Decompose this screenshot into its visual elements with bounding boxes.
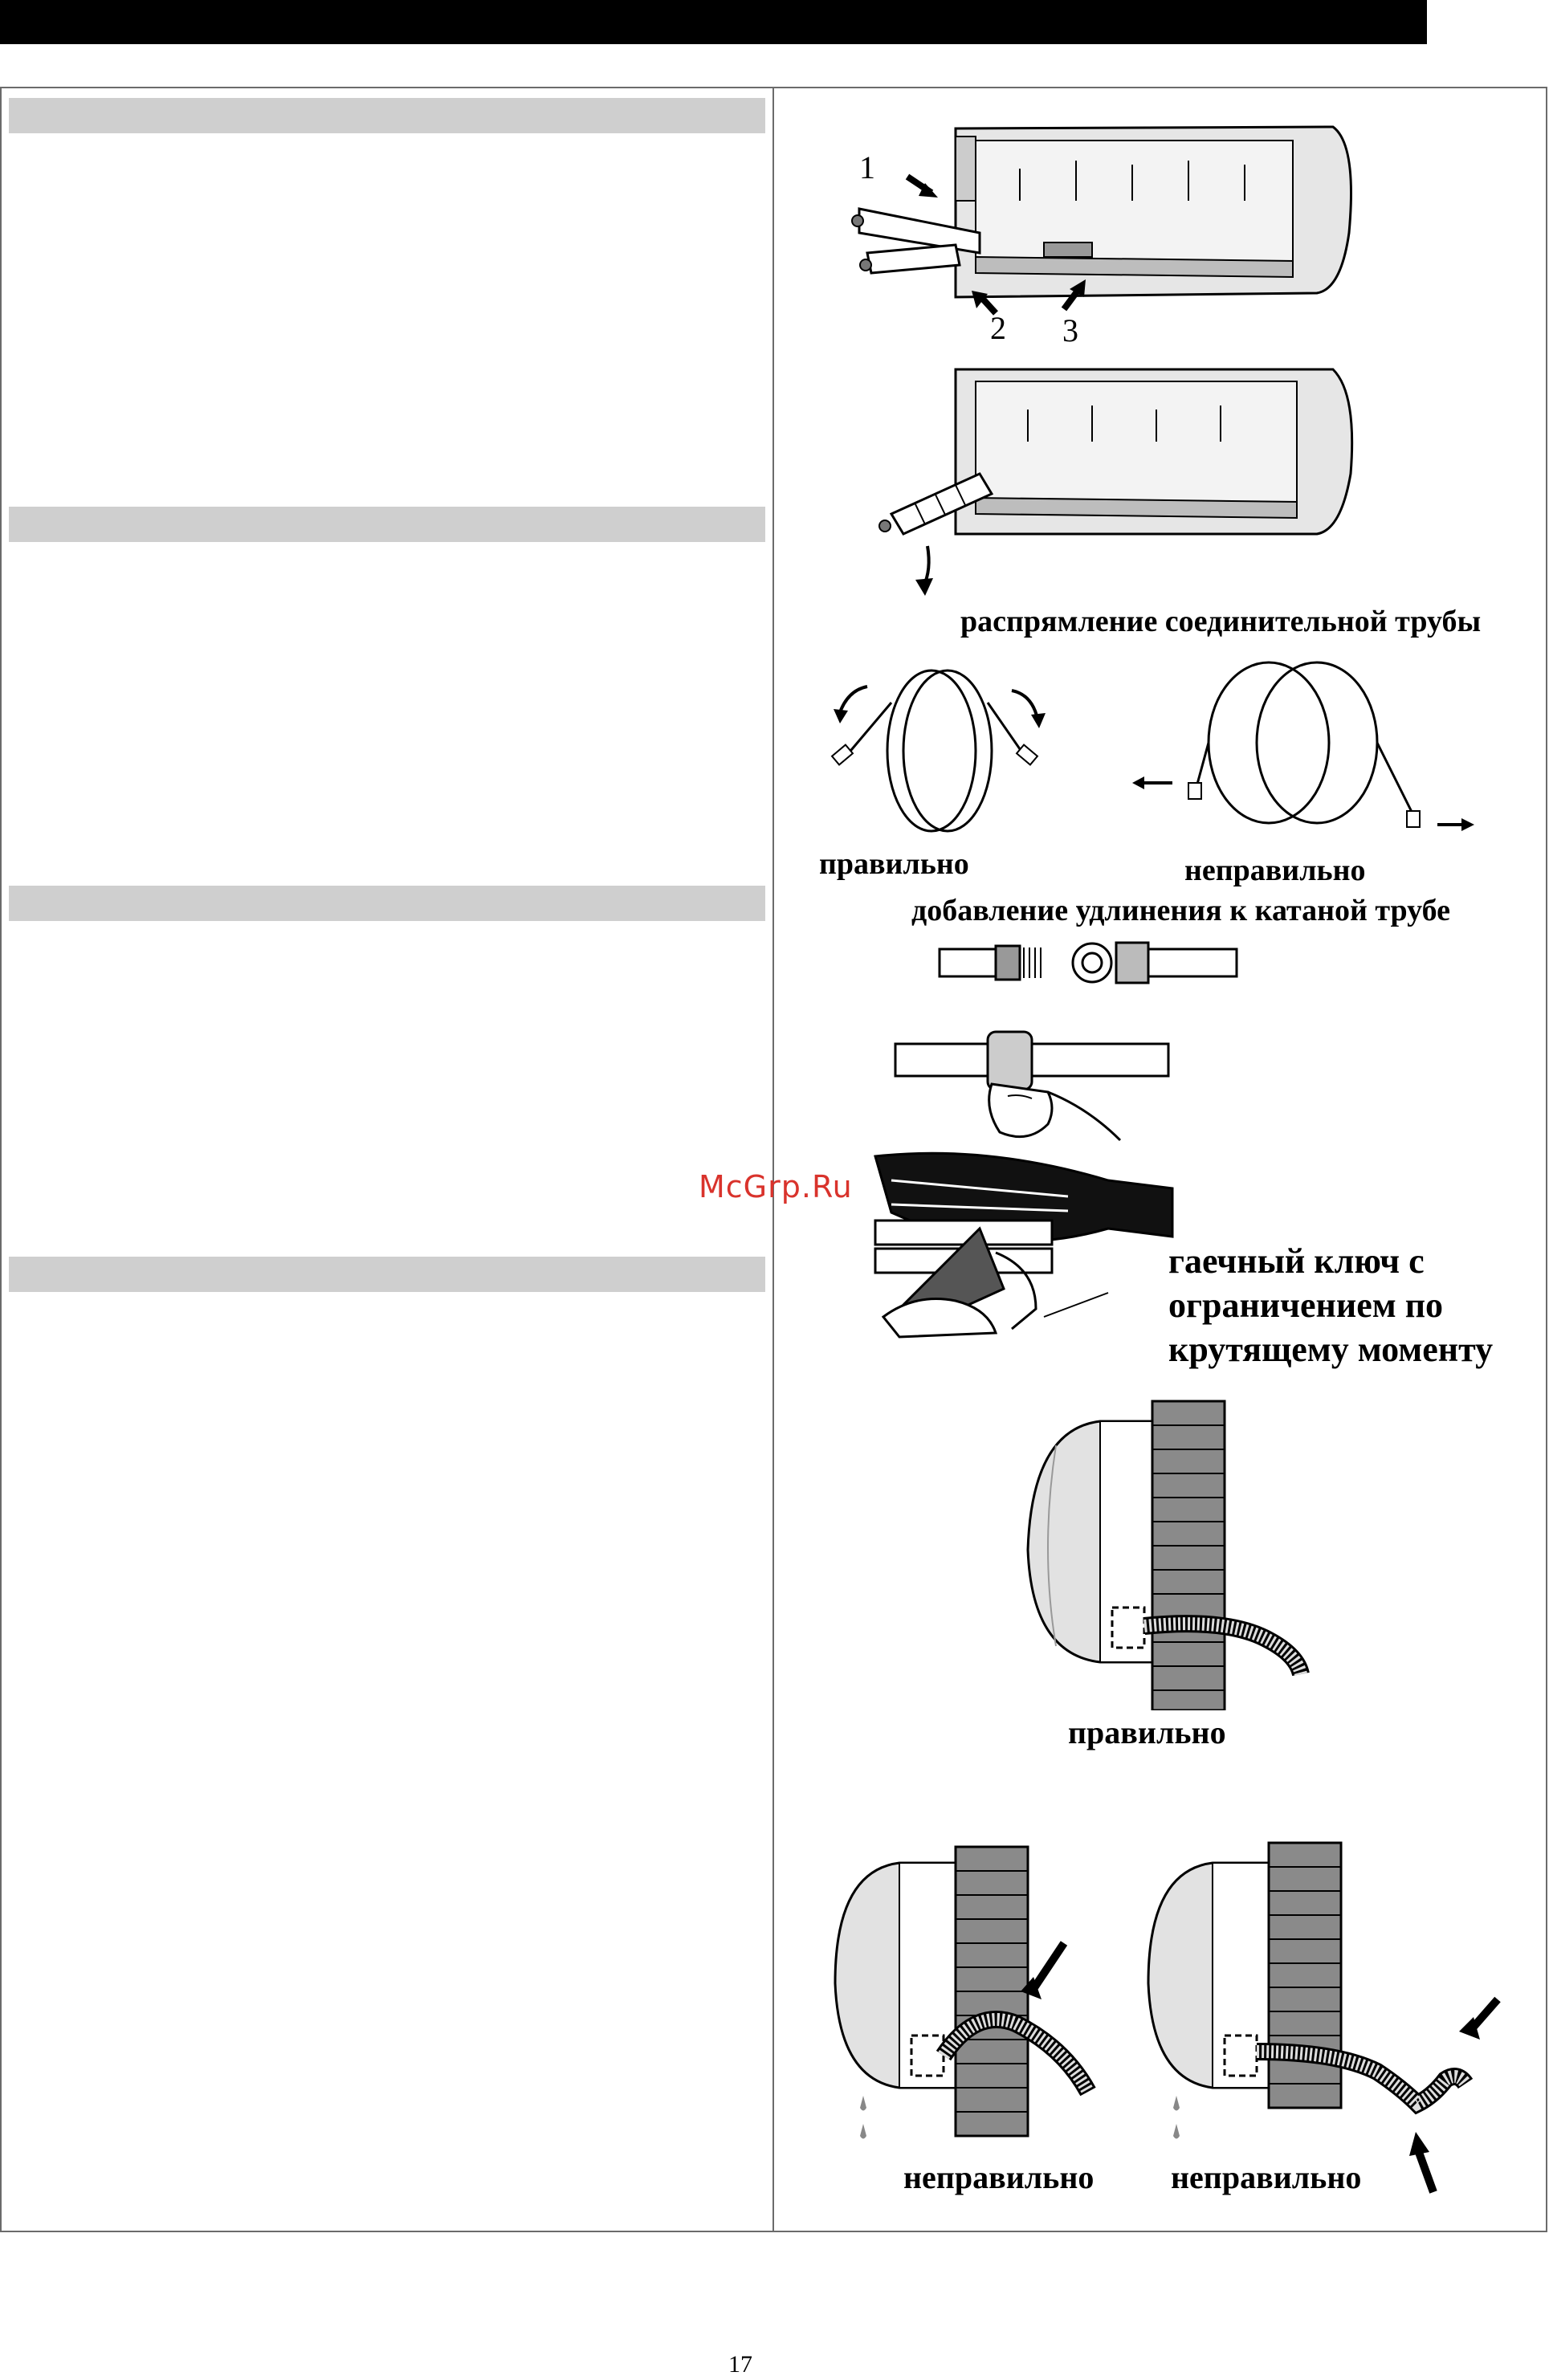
callout-2: 2 bbox=[990, 310, 1006, 346]
watermark: McGrp.Ru bbox=[699, 1169, 853, 1204]
indoor-unit-wrapped-figure bbox=[859, 361, 1357, 602]
section-header-band-3 bbox=[9, 886, 765, 921]
section-header-band-2 bbox=[9, 507, 765, 542]
straighten-pipe-figure bbox=[803, 654, 1510, 855]
flare-fitting-figure bbox=[931, 931, 1253, 996]
drain-incorrect-label-1: неправильно bbox=[903, 2159, 1094, 2195]
straighten-correct-label: правильно bbox=[819, 847, 969, 881]
drain-correct-figure bbox=[1024, 1397, 1321, 1710]
drain-incorrect-label-2: неправильно bbox=[1171, 2159, 1362, 2195]
extension-caption: добавление удлинения к катаной трубе bbox=[911, 894, 1451, 927]
straighten-pipe-caption: распрямление соединительной трубы bbox=[960, 605, 1482, 638]
torque-wrench-figure bbox=[867, 1148, 1188, 1341]
straighten-incorrect-label: неправильно bbox=[1184, 854, 1366, 887]
header-bar bbox=[0, 0, 1427, 44]
torque-wrench-caption-line-1: гаечный ключ с bbox=[1168, 1241, 1425, 1281]
torque-wrench-caption-line-2: ограничением по bbox=[1168, 1286, 1444, 1325]
callout-3: 3 bbox=[1062, 312, 1078, 348]
section-header-band-4 bbox=[9, 1257, 765, 1292]
column-divider bbox=[772, 87, 774, 2232]
page-number: 17 bbox=[728, 2351, 752, 2378]
section-header-band-1 bbox=[9, 98, 765, 133]
hand-tightening-figure bbox=[887, 1020, 1176, 1148]
drain-correct-label: правильно bbox=[1068, 1714, 1226, 1750]
callout-1: 1 bbox=[859, 149, 875, 185]
torque-wrench-caption-line-3: крутящему моменту bbox=[1168, 1330, 1494, 1369]
drain-incorrect-figure-1 bbox=[831, 1839, 1136, 2152]
indoor-unit-pipes-figure bbox=[835, 112, 1365, 353]
